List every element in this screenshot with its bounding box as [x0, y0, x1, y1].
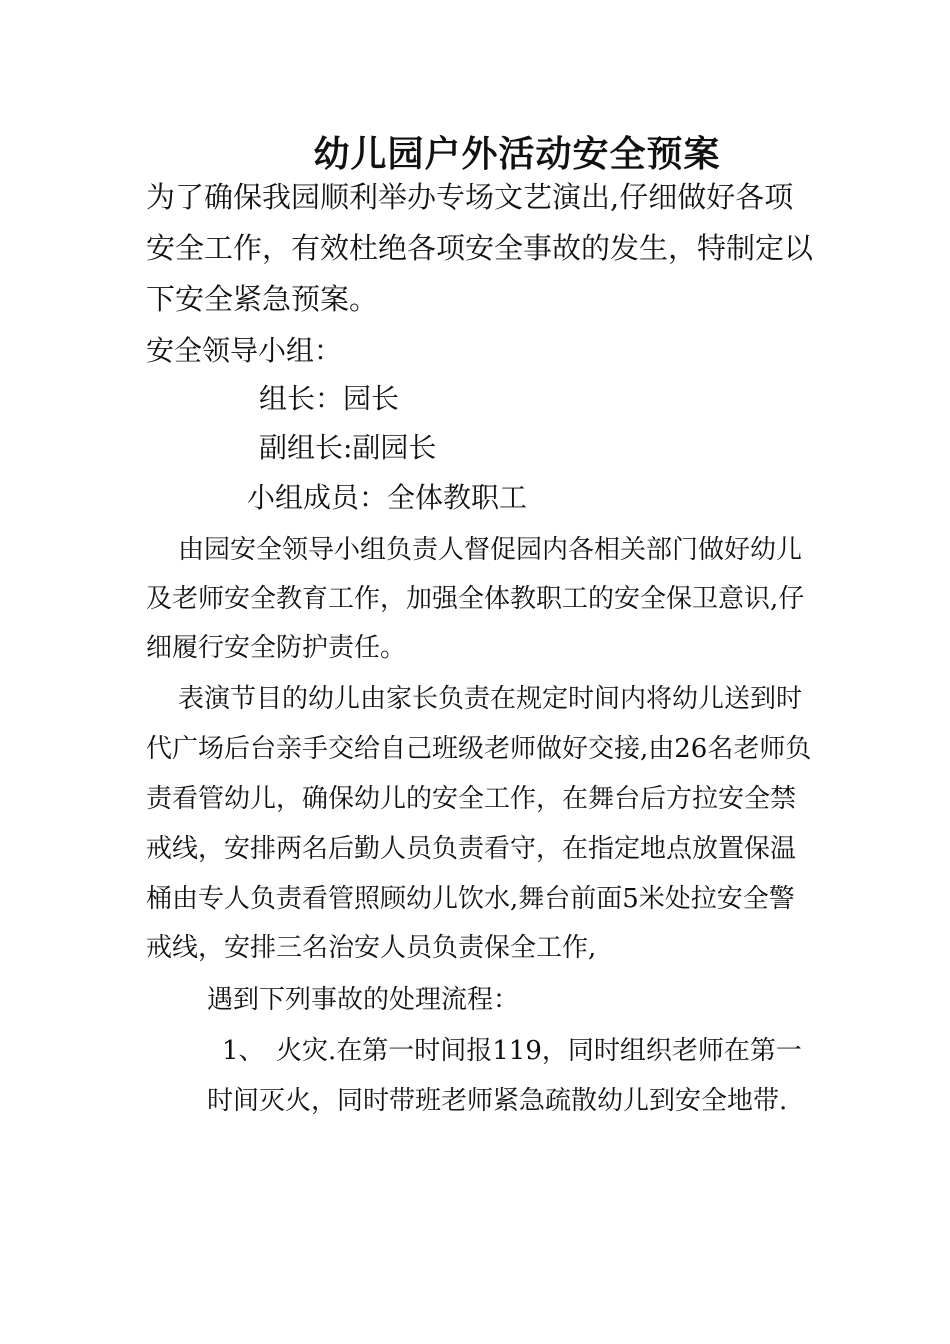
para2-line-3: 责看管幼儿，确保幼儿的安全工作，在舞台后方拉安全禁	[146, 784, 797, 814]
para2-line-1: 表演节目的幼儿由家长负责在规定时间内将幼儿送到时	[178, 684, 803, 714]
para1-line-3: 细履行安全防护责任。	[146, 633, 407, 663]
document-title: 幼儿园户外活动安全预案	[313, 133, 721, 175]
process-heading: 遇到下列事故的处理流程：	[207, 985, 520, 1015]
para1-line-1: 由园安全领导小组负责人督促园内各相关部门做好幼儿	[178, 535, 803, 565]
para2-line-4: 戒线，安排两名后勤人员负责看守，在指定地点放置保温	[146, 834, 797, 864]
intro-line-2: 安全工作，有效杜绝各项安全事故的发生，特制定以	[146, 231, 814, 265]
para2-line-6: 戒线，安排三名治安人员负责保全工作,	[146, 933, 597, 963]
item1-line-2: 时间灭火，同时带班老师紧急疏散幼儿到安全地带.	[207, 1086, 788, 1116]
team-leader: 组长：园长	[259, 382, 400, 415]
intro-line-3: 下安全紧急预案。	[146, 282, 379, 316]
intro-line-1: 为了确保我园顺利举办专场文艺演出,仔细做好各项	[146, 180, 794, 214]
item1-number: 1、	[222, 1036, 265, 1066]
team-members: 小组成员：全体教职工	[247, 481, 528, 514]
para2-line-2: 代广场后台亲手交给自己班级老师做好交接,由26名老师负	[146, 734, 812, 764]
para1-line-2: 及老师安全教育工作，加强全体教职工的安全保卫意识,仔	[146, 584, 805, 614]
item1-line-1: 火灾.在第一时间报119，同时组织老师在第一	[276, 1036, 802, 1066]
team-deputy: 副组长:副园长	[259, 431, 437, 464]
para2-line-5: 桶由专人负责看管照顾幼儿饮水,舞台前面5米处拉安全警	[146, 884, 795, 914]
team-heading: 安全领导小组：	[146, 334, 343, 367]
